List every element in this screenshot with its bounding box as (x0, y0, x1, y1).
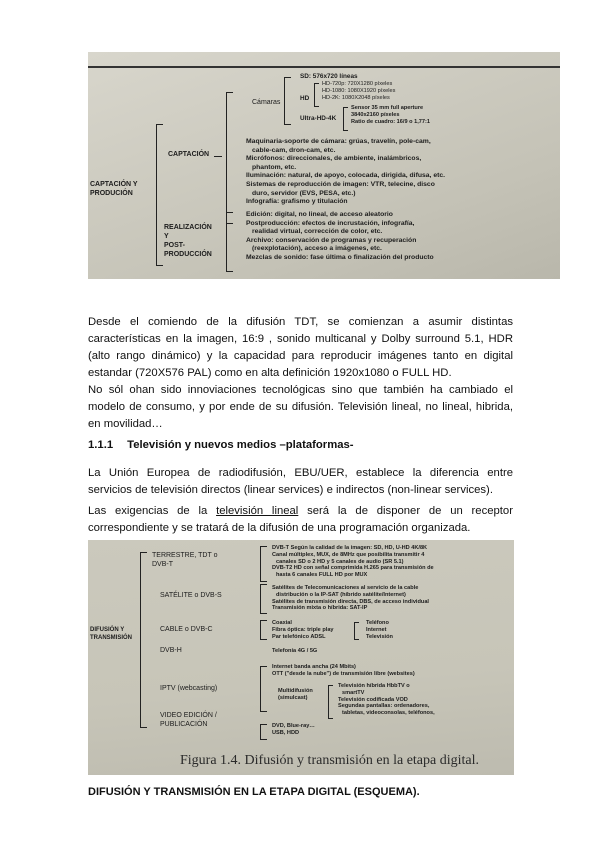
root-bracket (140, 552, 147, 728)
text-span: será la de disponer de un receptor correspondiente y se tratará de la difusión de una programación organizada. (88, 505, 513, 534)
diagram-root-label: CAPTACIÓN Y PRODUCIÓN (90, 181, 138, 197)
category-satelite: SATÉLITE o DVB-S (160, 592, 222, 599)
figure-title: DIFUSIÓN Y TRANSMISIÓN EN LA ETAPA DIGITAL (ESQUEMA). (88, 786, 420, 798)
multidifusion-label: Multidifusión (simulcast) (278, 688, 313, 701)
diagram-root-label: DIFUSIÓN Y TRANSMISIÓN (90, 627, 132, 641)
cable-sub-items: Teléfono Internet Televisión (366, 620, 393, 640)
hd-bracket (314, 83, 319, 107)
figure-difusion-transmision (88, 540, 514, 775)
terrestre-bracket (260, 546, 267, 582)
section-title: Televisión y nuevos medios –plataformas- (127, 439, 354, 451)
camaras-label: Cámaras (252, 99, 281, 106)
category-dvbh: DVB-H (160, 647, 182, 654)
iptv-sub-items: Televisión híbrida HbbTV o smartTV Televisión codificada VOD Segundas pantallas: ordenadores, tabletas, videoconsolas, teléfonos, (338, 683, 435, 717)
captacion-bracket (226, 92, 233, 224)
connector (214, 156, 222, 157)
realizacion-label: REALIZACIÓN Y POST- PRODUCCIÓN (164, 224, 212, 258)
video-items: DVD, Blue-ray… USB, HDD (272, 723, 315, 736)
terrestre-items: DVB-T Según la calidad de la imagen: SD, HD, U-HD 4K/8K Canal múltiplex, MUX, de 8MHz que posibilita transmitir 4 canales SD o 2 HD y 5 canales de audio (SR 5.1) DVB-T2 HD con señal comprimida H.265 para transmisión de hasta 6 canales FULL HD por MUX (272, 545, 434, 579)
category-iptv: IPTV (webcasting) (160, 685, 218, 692)
ultra-items: Sensor 35 mm full aperture 3840x2160 píxeles Ratio de cuadro: 16/9 o 1,77:1 (351, 105, 430, 125)
captacion-items: Maquinaria-soporte de cámara: grúas, travelín, pole-cam, cable-cam, dron-cam, etc. Micrófonos: direccionales, de ambiente, inalámbricos, phantom, etc. Iluminación: natural, de apoyo, colocada, dirigida, difusa, etc. Sistemas de reproducción de imagen: VTR, telecine, disco duro, servidor (EVS, PESA, etc.) Infografía: grafismo y titulación (246, 138, 446, 206)
video-bracket (260, 724, 267, 740)
iptv-items: Internet banda ancha (24 Mbits) OTT ("desde la nube") de transmisión libre (websites) (272, 664, 415, 677)
category-video: VIDEO EDICIÓN / PUBLICACIÓN (160, 712, 217, 728)
text-span: Las exigencias de la (88, 505, 217, 517)
satelite-bracket (260, 584, 267, 614)
sd-label: SD: 576x720 líneas (300, 73, 358, 80)
cable-bracket (260, 620, 267, 640)
paragraph-innovaciones: No sól ohan sido innoviaciones tecnológicas sino que también ha cambiado el modelo de consumo, y por ende de su difusión. Televisión lineal, no lineal, hibrida, en movilidad… (88, 384, 513, 430)
hd-items: HD-720p: 720X1280 píxeles HD-1080: 1080X1920 píxeles HD-2K: 1080X2048 píxeles (322, 81, 396, 101)
television-lineal-link[interactable]: televisión lineal (216, 505, 299, 517)
realizacion-items: Edición: digital, no lineal, de acceso aleatorio Postproducción: efectos de incrustación, infografía, realidad virtual, corrección de color, etc. Archivo: conservación de programas y recuperación (reexplotación), acceso a imágenes, etc. Mezclas de sonido: fase última o finalización del producto (246, 211, 434, 261)
camaras-bracket (284, 77, 291, 125)
dvbh-item: Telefonía 4G / 5G (272, 648, 318, 654)
captacion-label: CAPTACIÓN (168, 151, 210, 158)
cable-items: Coaxial Fibra óptica: triple play Par telefónico ADSL (272, 620, 334, 640)
realizacion-bracket (226, 212, 233, 272)
figure-captacion-produccion (88, 52, 560, 279)
paragraph-ebu: La Unión Europea de radiodifusión, EBU/UER, establece la diferencia entre servicios de televisión directos (linear services) e indirectos (non-linear services). (88, 467, 513, 496)
satelite-items: Satélites de Telecomunicaciones al servicio de la cable distribución o la IP-SAT (híbrido satélite/Internet) Satélites de transmisión directa, DBS, de acceso individual Transmisión mixta o híbrida: SAT-IP (272, 585, 429, 612)
section-number: 1.1.1 (88, 439, 114, 451)
root-bracket (156, 124, 163, 266)
cable-sub-bracket (354, 622, 359, 640)
iptv-bracket (260, 666, 267, 712)
section-heading (88, 439, 354, 451)
iptv-sub-bracket (328, 685, 333, 719)
divider (88, 66, 560, 68)
category-terrestre: TERRESTRE, TDT o DVB-T (152, 552, 218, 568)
ultra-bracket (343, 107, 348, 131)
category-cable: CABLE o DVB-C (160, 626, 213, 633)
paragraph-television-lineal (88, 503, 513, 537)
ultra-hd-label: Ultra-HD-4K (300, 115, 337, 122)
hd-label: HD (300, 95, 310, 102)
figure-caption: Figura 1.4. Difusión y transmisión en la etapa digital. (180, 753, 480, 768)
paragraph-tdt: Desde el comiendo de la difusión TDT, se comienzan a asumir distintas características en la imagen, 16:9 , sonido multicanal y Dolby surround 5.1, HDR (alto rango dinámico) y la capacidad para reproducir imágenes tanto en digital estandar (720X576 PAL) como en alta definición 1920x1080 o FULL HD. (88, 316, 513, 379)
